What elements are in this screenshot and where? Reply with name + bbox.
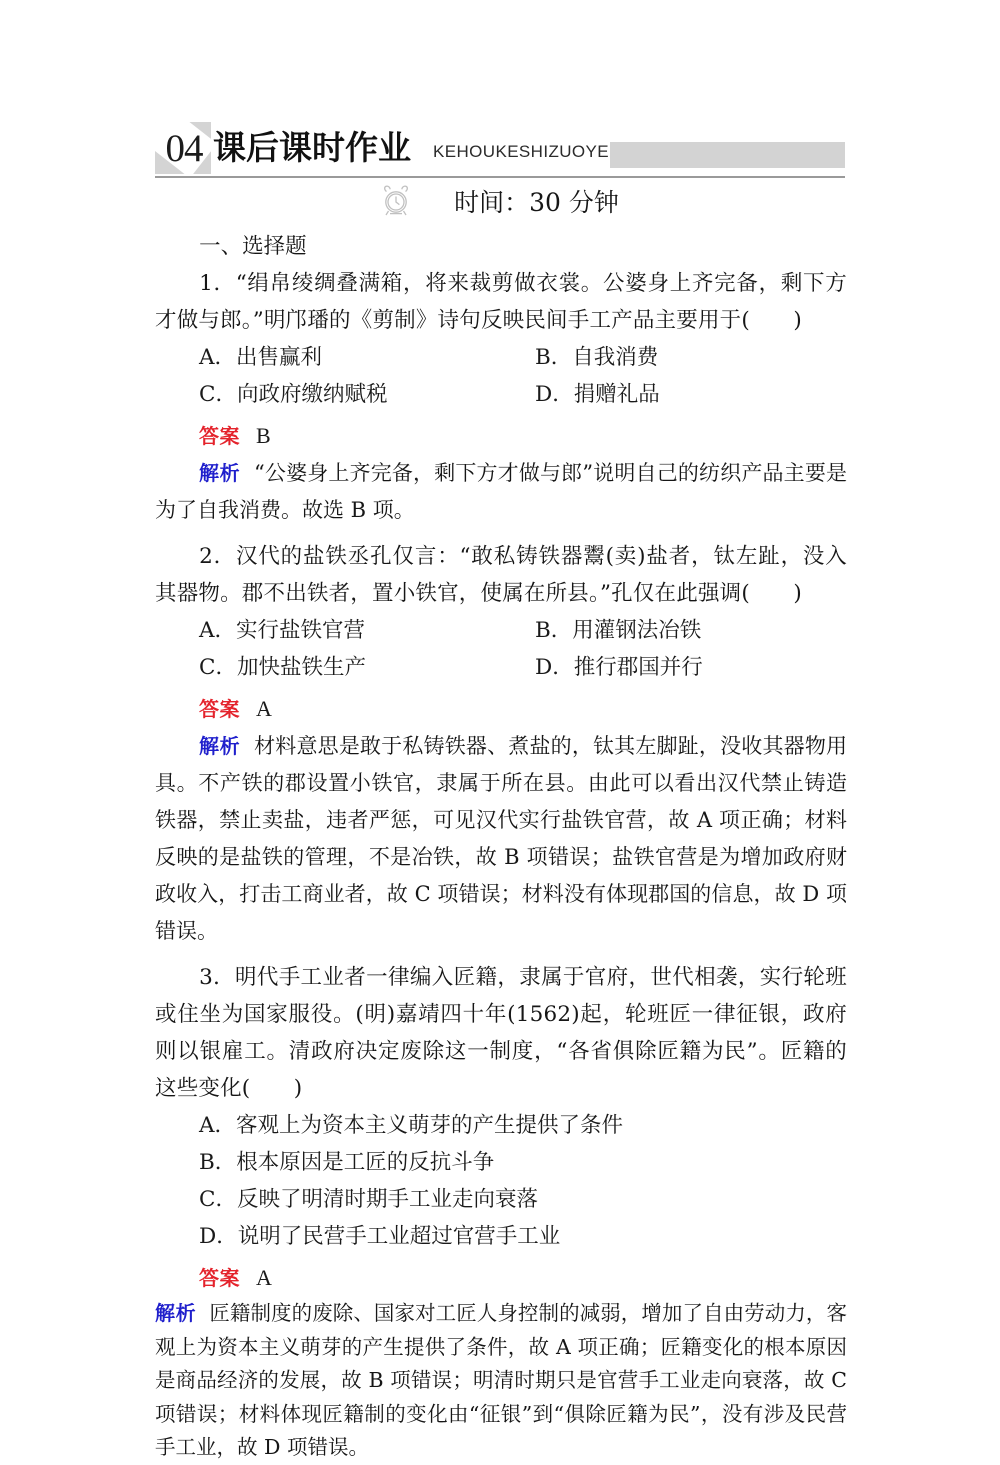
answer-line [155,690,847,728]
option-a[interactable]: A．实行盐铁官营 [199,618,366,643]
answer-value: A [256,696,272,721]
option-row [155,649,847,686]
explanation-label: 解析 [155,1301,197,1325]
option-list [155,1107,847,1255]
time-allowance-label: 时间：30 分钟 [454,188,619,217]
worksheet-content [155,228,847,1465]
option-c[interactable]: C．加快盐铁生产 [199,655,366,680]
option-a[interactable]: A．出售赢利 [199,345,323,370]
question-block [155,265,847,529]
section-heading: 一、选择题 [199,234,307,259]
option-d[interactable]: D．说明了民营手工业超过官营手工业 [199,1224,561,1249]
option-b[interactable]: B．自我消费 [535,345,659,370]
question-block [155,959,847,1465]
explanation-block [155,455,847,529]
section-title-pinyin: KEHOUKESHIZUOYE [433,142,610,161]
option-d[interactable]: D．捐赠礼品 [535,382,660,407]
explanation-label: 解析 [199,461,241,485]
answer-label: 答案 [199,1266,240,1290]
question-stem: 2．汉代的盐铁丞孔仅言：“敢私铸铁器鬻(卖)盐者，钛左趾，没入其器物。郡不出铁者，置小铁官，使属在所县。”孔仅在此强调( ) [155,544,847,606]
question-stem: 1．“绢帛绫绸叠满箱，将来裁剪做衣裳。公婆身上齐完备，剩下方才做与郎。”明邝璠的《剪制》诗句反映民间手工产品主要用于( ) [155,271,847,333]
alarm-clock-icon [381,185,411,217]
option-a[interactable]: A．客观上为资本主义萌芽的产生提供了条件 [199,1113,624,1138]
section-number: 04 [165,127,203,170]
option-row [155,339,847,376]
option-b[interactable]: B．用灌钢法冶铁 [535,618,702,643]
answer-value: A [256,1265,272,1290]
explanation-block [155,1297,847,1465]
banner-gray-bar [610,142,845,168]
section-title: 课后课时作业 [213,128,411,167]
time-allowance-row [155,185,845,227]
option-b[interactable]: B．根本原因是工匠的反抗斗争 [199,1150,495,1175]
option-d[interactable]: D．推行郡国并行 [535,655,703,680]
section-banner [155,122,845,178]
option-row [155,376,847,413]
option-list [155,612,847,686]
question-block [155,538,847,950]
explanation-text: 匠籍制度的废除、国家对工匠人身控制的减弱，增加了自由劳动力，客观上为资本主义萌芽的产生提供了条件，故 A 项正确；匠籍变化的根本原因是商品经济的发展，故 B 项错误；明清时期只是官营手工业走向衰落，故 C 项错误；材料体现匠籍制的变化由“征银”到“俱除匠籍为民”，没有涉及民营手工业，故 D 项错误。 [155,1301,848,1459]
option-row [155,612,847,649]
answer-line [155,417,847,455]
banner-divider [155,176,845,178]
answer-line [155,1259,847,1297]
answer-label: 答案 [199,424,240,448]
explanation-block [155,728,847,950]
answer-value: B [256,423,271,448]
option-c[interactable]: C．向政府缴纳赋税 [199,382,388,407]
explanation-text: “公婆身上齐完备，剩下方才做与郎”说明自己的纺织产品主要是为了自我消费。故选 B 项。 [155,461,847,522]
explanation-label: 解析 [199,734,241,758]
option-list [155,339,847,413]
question-stem: 3．明代手工业者一律编入匠籍，隶属于官府，世代相袭，实行轮班或住坐为国家服役。(明)嘉靖四十年(1562)起，轮班匠一律征银，政府则以银雇工。清政府决定废除这一制度，“各省俱除匠籍为民”。匠籍的这些变化( ) [155,965,847,1101]
answer-label: 答案 [199,697,240,721]
explanation-text: 材料意思是敢于私铸铁器、煮盐的，钛其左脚趾，没收其器物用具。不产铁的郡设置小铁官，隶属于所在县。由此可以看出汉代禁止铸造铁器，禁止卖盐，违者严惩，可见汉代实行盐铁官营，故 A 项正确；材料反映的是盐铁的管理，不是冶铁，故 B 项错误；盐铁官营是为增加政府财政收入，打击工商业者，故 C 项错误；材料没有体现郡国的信息，故 D 项错误。 [155,734,848,943]
option-c[interactable]: C．反映了明清时期手工业走向衰落 [199,1187,538,1212]
